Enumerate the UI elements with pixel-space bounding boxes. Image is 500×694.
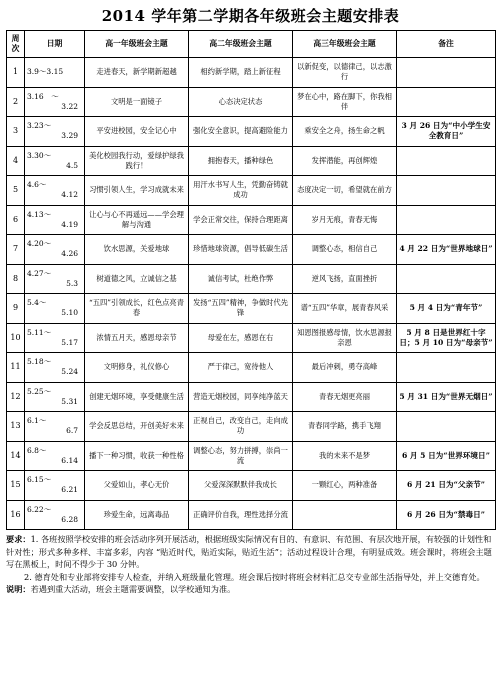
table-row: [7, 294, 496, 324]
requirement-1: 要求：1. 各班按照学校安排的班会活动序列开展活动，根据班级实际情况有目的、有意识、有范围、有层次地开展，有较强的计划性和针对性；形式多种多样、丰富多彩，内容 “贴近时代，贴近实际，贴近生活”；活动过程设计合理，有明显成效。班会课时，将班会主题写在黑板上，时间不得少于 30 分钟。: [6, 534, 492, 569]
date-cell: [25, 323, 85, 353]
schedule-table: [6, 30, 496, 530]
grade3-theme-cell: 我的未来不是梦: [293, 441, 397, 471]
grade1-theme-cell: 让心与心不再遥远——学会理解与沟通: [85, 205, 189, 235]
remarks-cell: [397, 353, 496, 383]
table-row: [7, 146, 496, 176]
grade3-theme-cell: 乘安全之舟，扬生命之帆: [293, 117, 397, 147]
remarks-cell: 6 月 26 日为“禁毒日”: [397, 500, 496, 530]
grade2-theme-cell: 营造无烟校园，同享纯净蓝天: [189, 382, 293, 412]
date-to: 3.22: [61, 101, 78, 111]
requirements-label: 要求：: [6, 534, 31, 544]
week-number-cell: 7: [7, 235, 25, 265]
remarks-cell: [397, 264, 496, 294]
grade2-theme-cell: 母爱在左，感恩在右: [189, 323, 293, 353]
date-to: 4.5: [66, 160, 78, 170]
grade3-theme-cell: 以新促变，以德律己，以志激行: [293, 58, 397, 88]
header-grade2: 高二年级班会主题: [189, 31, 293, 58]
remarks-cell: [397, 87, 496, 117]
week-number-cell: 15: [7, 471, 25, 501]
grade3-theme-cell: 岁月无痕，青春无悔: [293, 205, 397, 235]
grade1-theme-cell: 浓情五月天，感恩母亲节: [85, 323, 189, 353]
date-to: 6.21: [61, 485, 78, 495]
remarks-cell: 6 月 5 日为“世界环境日”: [397, 441, 496, 471]
date-from: 6.22～: [27, 504, 52, 514]
date-to: 5.17: [61, 337, 78, 347]
date-from: 6.8～: [27, 445, 47, 455]
date-cell: [25, 441, 85, 471]
date-to: 6.14: [61, 455, 78, 465]
date-from: 3.30～: [27, 150, 52, 160]
table-row: [7, 264, 496, 294]
table-header-row: [7, 31, 496, 58]
notes-section: [6, 533, 495, 596]
week-number-cell: 14: [7, 441, 25, 471]
remarks-cell: [397, 176, 496, 206]
date-to: 5.3: [66, 278, 78, 288]
date-cell: [25, 264, 85, 294]
week-number-cell: 12: [7, 382, 25, 412]
table-row: [7, 323, 496, 353]
week-number-cell: 9: [7, 294, 25, 324]
date-from: 4.13～: [27, 209, 52, 219]
document-title: 2014 学年第二学期各年级班会主题安排表: [101, 7, 400, 25]
table-row: [7, 176, 496, 206]
grade2-theme-cell: 发扬“五四”精神，争做时代先锋: [189, 294, 293, 324]
grade2-theme-cell: 用汗水书写人生，凭勤奋铸就成功: [189, 176, 293, 206]
grade2-theme-cell: 强化安全意识，提高避险能力: [189, 117, 293, 147]
grade1-theme-cell: 珍爱生命，远离毒品: [85, 500, 189, 530]
grade1-theme-cell: 平安进校园，安全记心中: [85, 117, 189, 147]
grade1-theme-cell: 习惯引领人生，学习成就未来: [85, 176, 189, 206]
week-number-cell: 13: [7, 412, 25, 442]
grade1-theme-cell: 学会反思总结，开创美好未来: [85, 412, 189, 442]
table-row: [7, 441, 496, 471]
date-from: 5.4～: [27, 298, 47, 308]
week-number-cell: 6: [7, 205, 25, 235]
table-row: [7, 382, 496, 412]
table-row: [7, 58, 496, 88]
explanation-label: 说明：: [6, 584, 31, 594]
grade3-theme-cell: [293, 500, 397, 530]
date-to: 4.12: [61, 190, 78, 200]
grade2-theme-cell: 诚信考试，杜绝作弊: [189, 264, 293, 294]
remarks-cell: [397, 146, 496, 176]
date-from: 6.1～: [27, 416, 47, 426]
remarks-cell: 3 月 26 日为“中小学生安全教育日”: [397, 117, 496, 147]
remarks-cell: [397, 205, 496, 235]
date-to: 4.26: [61, 249, 78, 259]
grade1-theme-cell: 播下一种习惯，收获一种性格: [85, 441, 189, 471]
explanation: 说明：若遇到重大活动，班会主题需要调整，以学校通知为准。: [6, 584, 236, 594]
date-to: 6.28: [61, 514, 78, 524]
date-cell: [25, 353, 85, 383]
date-from: 5.18～: [27, 357, 52, 367]
grade1-theme-cell: 文明是一面镜子: [85, 87, 189, 117]
remarks-cell: 6 月 21 日为“父亲节”: [397, 471, 496, 501]
week-number-cell: 2: [7, 87, 25, 117]
grade2-theme-cell: 调整心态，努力拼搏，崇尚一流: [189, 441, 293, 471]
grade2-theme-cell: 拥抱春天，播种绿色: [189, 146, 293, 176]
grade3-theme-cell: 逆风飞扬，直面挫折: [293, 264, 397, 294]
grade3-theme-cell: 青春同学路，携手飞翔: [293, 412, 397, 442]
grade3-theme-cell: 梦在心中，路在脚下，你我相伴: [293, 87, 397, 117]
table-row: [7, 412, 496, 442]
remarks-cell: 4 月 22 日为“世界地球日”: [397, 235, 496, 265]
grade2-theme-cell: 相约新学期，踏上新征程: [189, 58, 293, 88]
date-from: 3.23～: [27, 121, 52, 131]
requirement-2: 2. 德育处和专业部将安排专人检查，并纳入班级量化管理。班会课后按时将班会材料汇总交专业部生活指导处，并上交德育处。: [24, 571, 485, 582]
date-cell: [25, 412, 85, 442]
remarks-cell: [397, 58, 496, 88]
grade3-theme-cell: 调整心态，相信自己: [293, 235, 397, 265]
grade3-theme-cell: 最后冲刺，勇夺高峰: [293, 353, 397, 383]
date-cell: [25, 382, 85, 412]
week-number-cell: 1: [7, 58, 25, 88]
grade1-theme-cell: 饮水思源，关爱地球: [85, 235, 189, 265]
remarks-cell: 5 月 8 日是世界红十字日；5 月 10 日为“母亲节”: [397, 323, 496, 353]
date-from: 3.9～3.15: [27, 67, 64, 77]
week-number-cell: 5: [7, 176, 25, 206]
header-remarks: 备注: [397, 31, 496, 58]
date-to: 5.24: [61, 367, 78, 377]
date-from: 6.15～: [27, 475, 52, 485]
table-row: [7, 235, 496, 265]
grade3-theme-cell: 青春无烟更亮丽: [293, 382, 397, 412]
grade3-theme-cell: 知恩图报感母情，饮水思源报亲恩: [293, 323, 397, 353]
header-week: 周次: [7, 31, 25, 58]
header-grade1: 高一年级班会主题: [85, 31, 189, 58]
week-number-cell: 3: [7, 117, 25, 147]
week-number-cell: 11: [7, 353, 25, 383]
date-cell: [25, 58, 85, 88]
date-cell: [25, 205, 85, 235]
date-cell: [25, 235, 85, 265]
table-row: [7, 117, 496, 147]
table-row: [7, 500, 496, 530]
grade2-theme-cell: 严于律己，宽待他人: [189, 353, 293, 383]
table-row: [7, 205, 496, 235]
date-from: 5.11～: [27, 327, 52, 337]
date-cell: [25, 471, 85, 501]
grade2-theme-cell: 心态决定状态: [189, 87, 293, 117]
grade3-theme-cell: 态度决定一切，希望就在前方: [293, 176, 397, 206]
date-cell: [25, 176, 85, 206]
grade1-theme-cell: 走进春天，新学期新超越: [85, 58, 189, 88]
date-cell: [25, 117, 85, 147]
grade2-theme-cell: 珍惜地球资源，倡导低碳生活: [189, 235, 293, 265]
date-from: 5.25～: [27, 386, 52, 396]
week-number-cell: 4: [7, 146, 25, 176]
table-body: [7, 58, 496, 530]
date-to: 5.10: [61, 308, 78, 318]
grade3-theme-cell: 一颗红心，两种准备: [293, 471, 397, 501]
week-number-cell: 10: [7, 323, 25, 353]
date-from: 4.27～: [27, 268, 52, 278]
remarks-cell: 5 月 4 日为“青年节”: [397, 294, 496, 324]
grade3-theme-cell: 发挥潜能，再创辉煌: [293, 146, 397, 176]
grade1-theme-cell: 文明修身，礼仪修心: [85, 353, 189, 383]
table-row: [7, 87, 496, 117]
week-number-cell: 16: [7, 500, 25, 530]
grade2-theme-cell: 正视自己，改变自己，走向成功: [189, 412, 293, 442]
grade1-theme-cell: 树道德之风，立诚信之基: [85, 264, 189, 294]
remarks-cell: [397, 412, 496, 442]
grade2-theme-cell: 正确评价自我，理性选择分流: [189, 500, 293, 530]
date-cell: [25, 500, 85, 530]
header-grade3: 高三年级班会主题: [293, 31, 397, 58]
week-number-cell: 8: [7, 264, 25, 294]
date-from: 4.20～: [27, 239, 52, 249]
grade2-theme-cell: 父爱深深默默伴我成长: [189, 471, 293, 501]
remarks-cell: 5 月 31 日为“世界无烟日”: [397, 382, 496, 412]
grade1-theme-cell: 创建无烟环境，享受健康生活: [85, 382, 189, 412]
date-to: 3.29: [61, 131, 78, 141]
date-to: 5.31: [61, 396, 78, 406]
table-row: [7, 471, 496, 501]
grade1-theme-cell: “五四”引领成长，红色点亮青春: [85, 294, 189, 324]
grade2-theme-cell: 学会正常交往，保持合理距离: [189, 205, 293, 235]
date-to: 4.19: [61, 219, 78, 229]
date-to: 6.7: [66, 426, 78, 436]
date-cell: [25, 87, 85, 117]
date-cell: [25, 294, 85, 324]
table-row: [7, 353, 496, 383]
header-date: 日期: [25, 31, 85, 58]
date-cell: [25, 146, 85, 176]
grade1-theme-cell: 父爱如山，孝心无价: [85, 471, 189, 501]
date-from: 4.6～: [27, 180, 47, 190]
grade1-theme-cell: 美化校园我行动，爱绿护绿我践行！: [85, 146, 189, 176]
grade3-theme-cell: 谱“五四”华章，展青春风采: [293, 294, 397, 324]
date-from: 3.16 ～: [27, 91, 59, 101]
